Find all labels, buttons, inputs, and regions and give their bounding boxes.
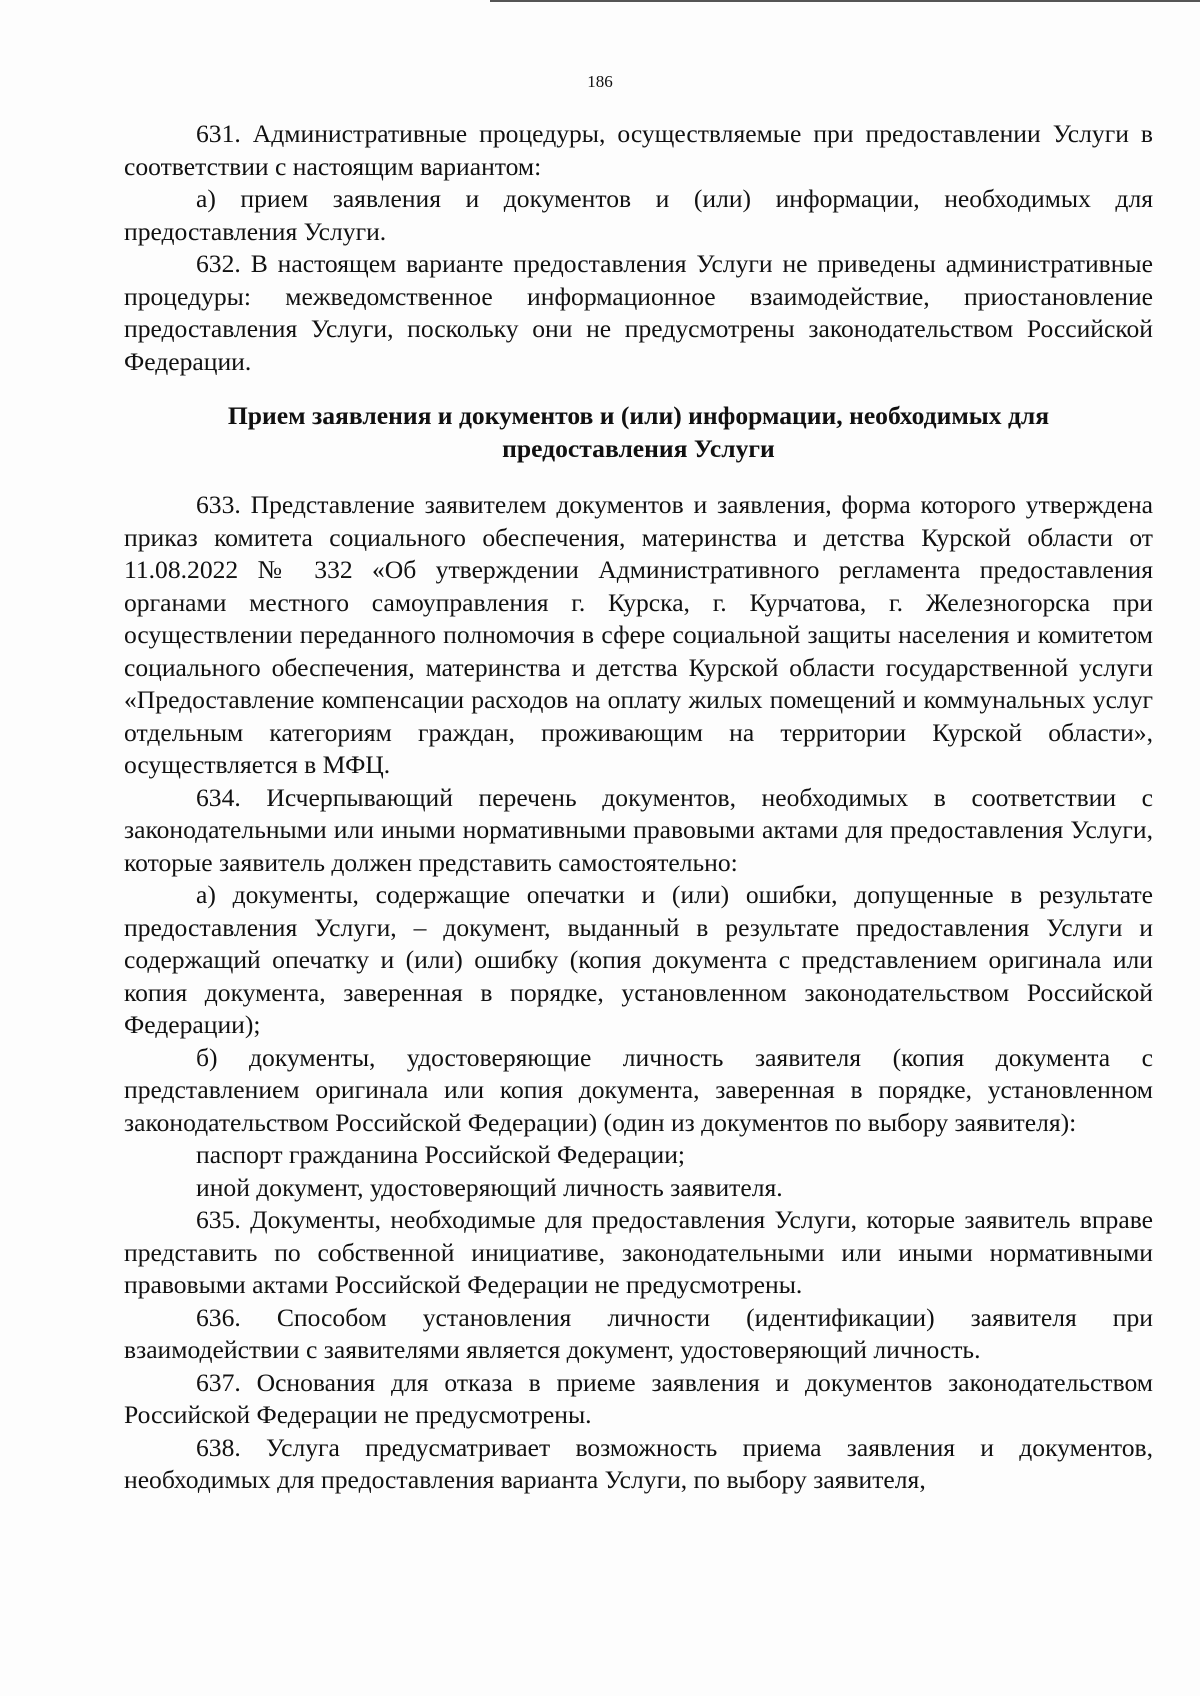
paragraph-636: 636. Способом установления личности (идентификации) заявителя при взаимодействии с заявителями является документ, удостоверяющий личность.	[124, 1302, 1153, 1364]
list-item-passport: паспорт гражданина Российской Федерации;	[196, 1140, 686, 1169]
paragraph-637: 637. Основания для отказа в приеме заявления и документов законодательством Российской Федерации не предусмотрены.	[124, 1367, 1153, 1429]
paragraph-631-item-a: а) прием заявления и документов и (или) информации, необходимых для предоставления Услуги.	[124, 184, 1153, 246]
top-rule	[490, 0, 1200, 2]
page-number: 186	[587, 72, 613, 91]
paragraph-634: 634. Исчерпывающий перечень документов, необходимых в соответствии с законодательными или иными нормативными правовыми актами для предоставления Услуги, которые заявитель должен представить самостоятельно:	[124, 782, 1153, 877]
paragraph-634-item-b: б) документы, удостоверяющие личность заявителя (копия документа с представлением оригинала или копия документа, заверенная в порядке, установленном законодательством Российской Федерации) (один из документов по выбору заявителя):	[124, 1042, 1153, 1137]
section-heading-line2: предоставления Услуги	[502, 433, 775, 463]
paragraph-632: 632. В настоящем варианте предоставления Услуги не приведены административные процедуры: межведомственное информационное взаимодействие, приостановление предоставления Услуги, поскольку они не предусмотрены законодательством Российской Федерации.	[124, 249, 1153, 376]
paragraph-634-item-a: а) документы, содержащие опечатки и (или) ошибки, допущенные в результате предоставления Услуги, – документ, выданный в результате предоставления Услуги и содержащий опечатку и (или) ошибку (копия документа с представлением оригинала или копия документа, заверенная в порядке, установленном законодательством Российской Федерации);	[124, 880, 1153, 1039]
section-heading	[124, 400, 1153, 465]
document-body	[124, 118, 1153, 1497]
paragraph-638: 638. Услуга предусматривает возможность приема заявления и документов, необходимых для предоставления варианта Услуги, по выбору заявителя,	[124, 1432, 1153, 1494]
list-item-other-id: иной документ, удостоверяющий личность заявителя.	[196, 1172, 783, 1202]
paragraph-633: 633. Представление заявителем документов и заявления, форма которого утверждена приказ комитета социального обеспечения, материнства и детства Курской области от 11.08.2022 № 332 «Об утверждении Административного регламента предоставления органами местного самоуправления г. Курска, г. Курчатова, г. Железногорска при осуществлении переданного полномочия в сфере социальной защиты населения и комитетом социального обеспечения, материнства и детства Курской области государственной услуги «Предоставление компенсации расходов на оплату жилых помещений и коммунальных услуг отдельным категориям граждан, проживающим на территории Курской области», осуществляется в МФЦ.	[124, 490, 1153, 779]
section-heading-line1: Прием заявления и документов и (или) информации, необходимых для	[227, 401, 1050, 430]
paragraph-631: 631. Административные процедуры, осуществляемые при предоставлении Услуги в соответствии с настоящим вариантом:	[124, 119, 1153, 181]
paragraph-635: 635. Документы, необходимые для предоставления Услуги, которые заявитель вправе представить по собственной инициативе, законодательными или иными нормативными правовыми актами Российской Федерации не предусмотрены.	[124, 1205, 1153, 1299]
